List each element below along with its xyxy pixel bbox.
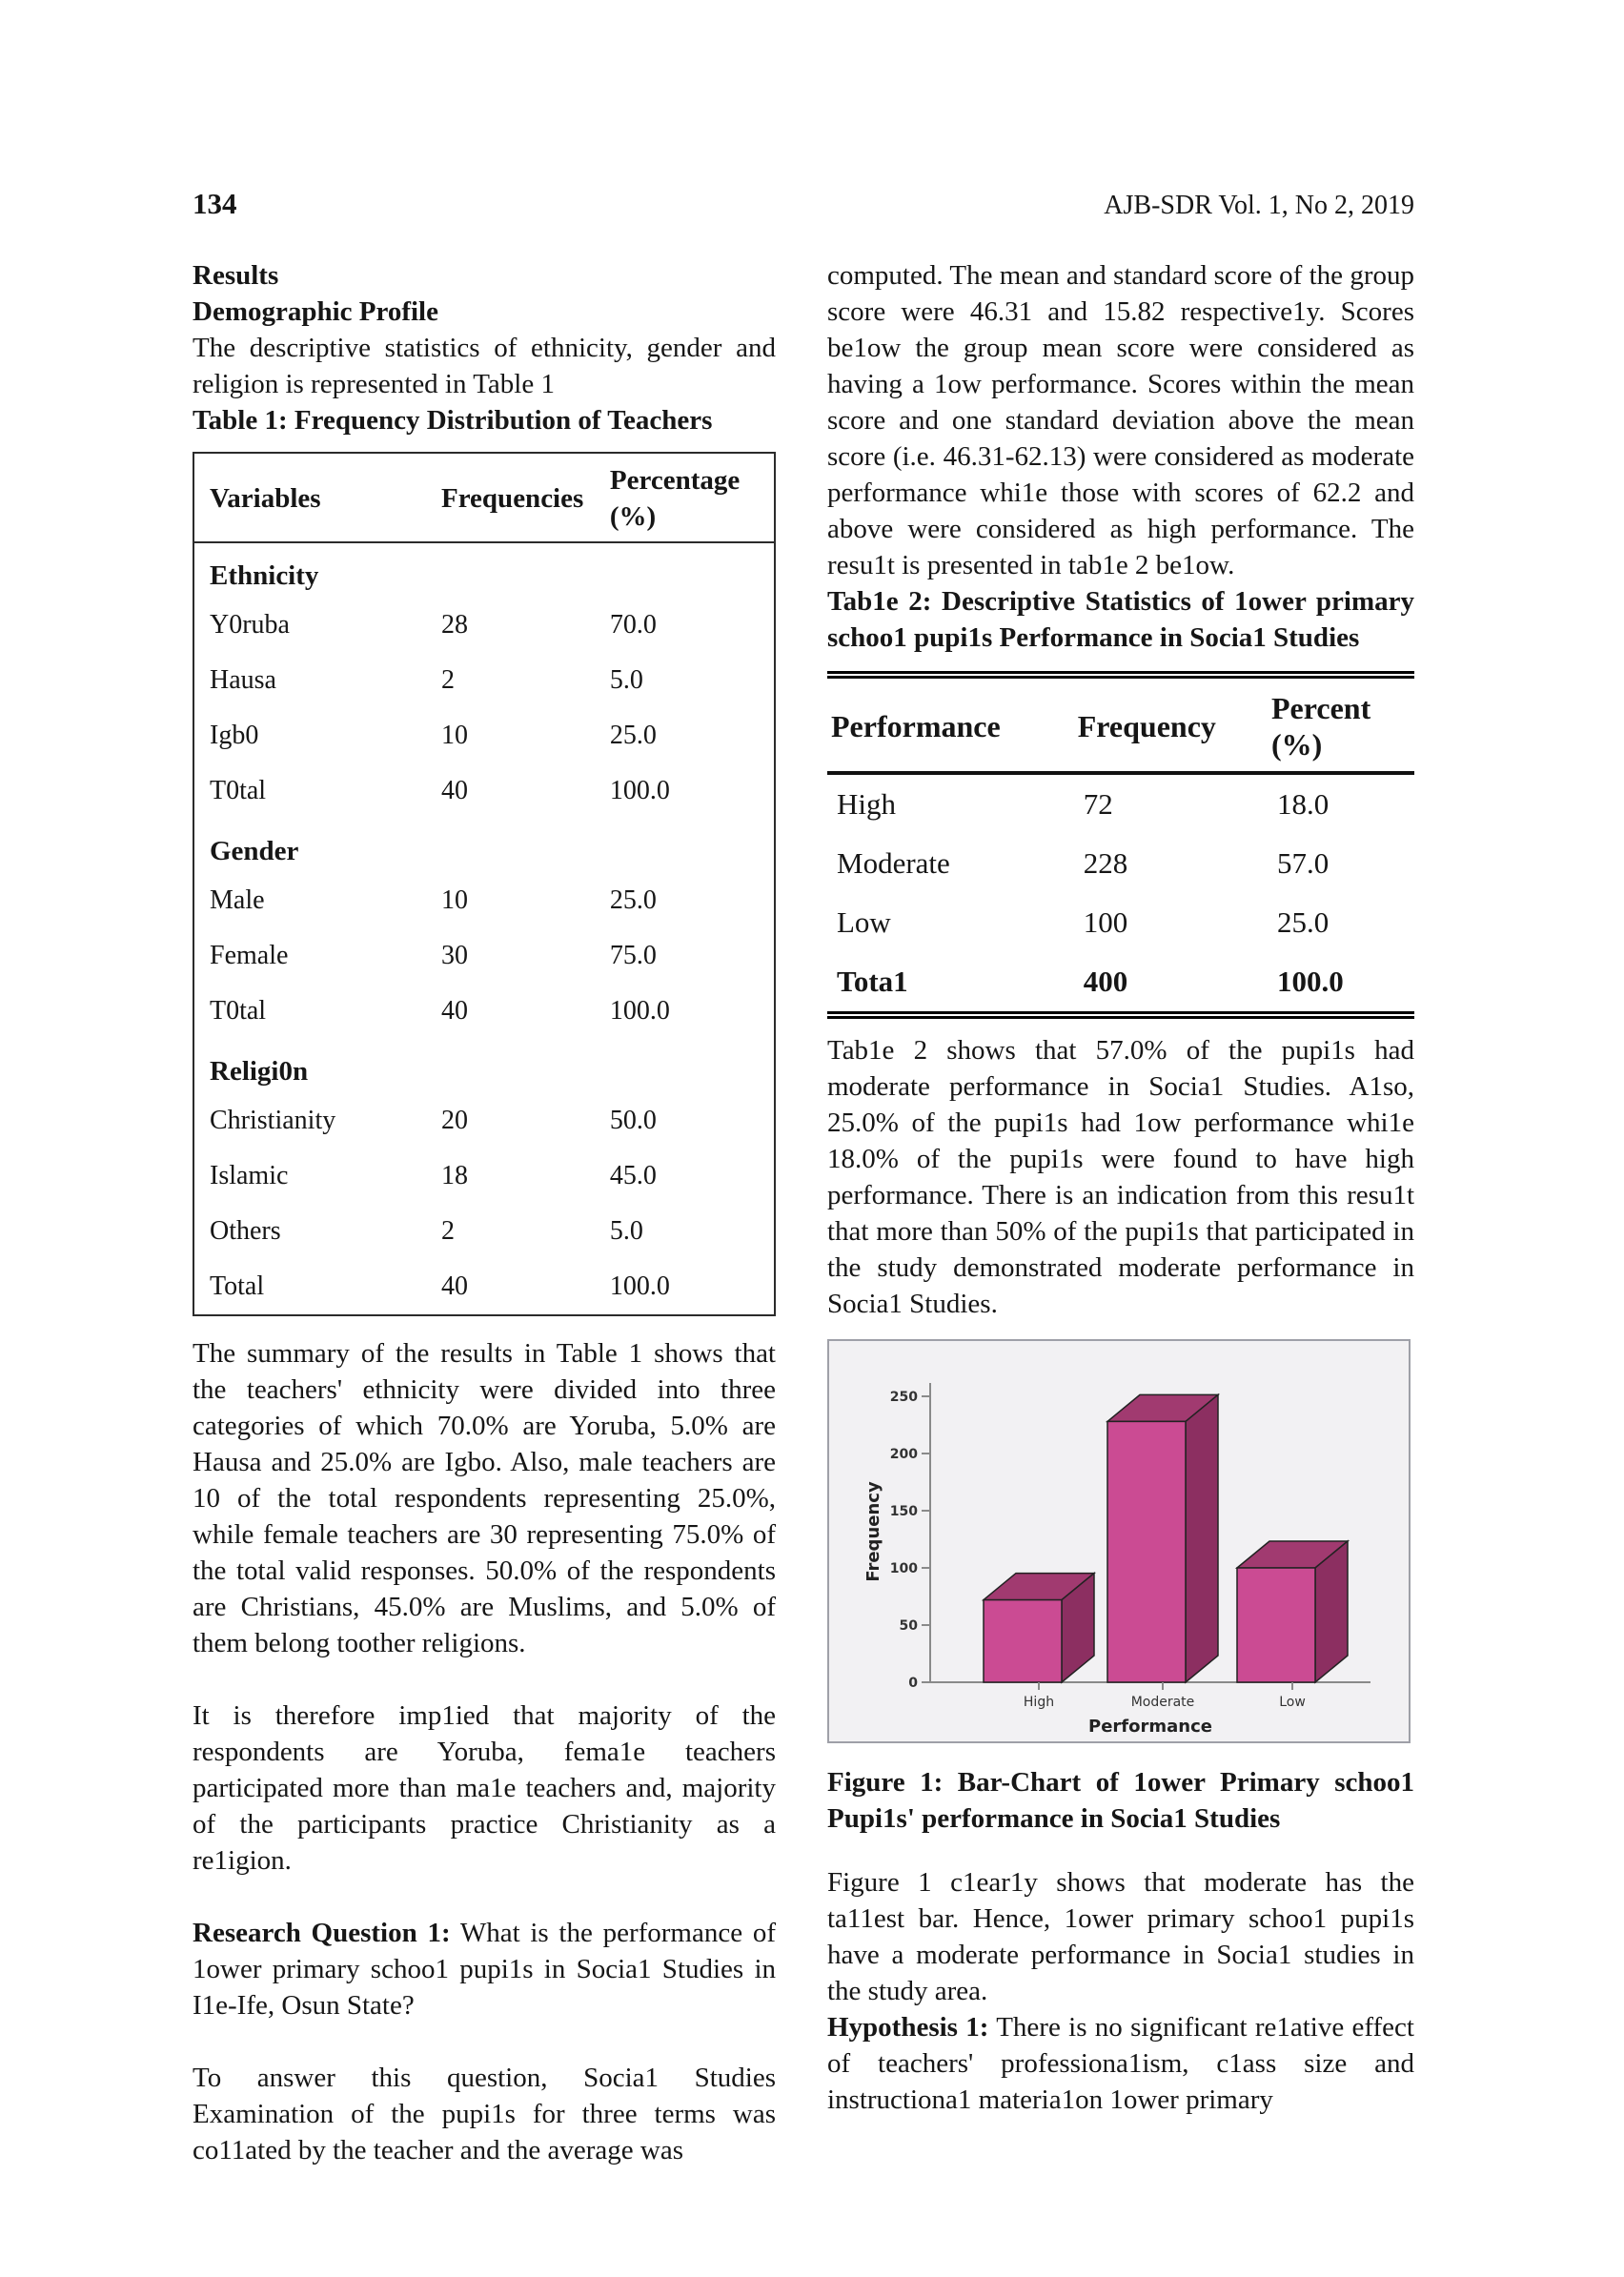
- table1-cell: T0tal: [210, 776, 267, 805]
- y-tick-label: 200: [889, 1447, 918, 1462]
- page-number: 134: [193, 187, 237, 220]
- research-question-lead: Research Question 1:: [193, 1918, 451, 1948]
- table1-cell: 10: [441, 885, 468, 915]
- y-tick-label: 50: [899, 1618, 918, 1634]
- research-question-text: What is the performance of 1ower primary schoo1 pupi1s in Socia1 Studies in I1e-Ife, Osun State?: [193, 1918, 776, 2021]
- table1-header-variables: Variables: [193, 453, 426, 542]
- table1-data-row: [193, 653, 775, 708]
- table2-cell: 18.0: [1276, 787, 1330, 821]
- table1-section-name: Ethnicity: [210, 560, 319, 591]
- table1-cell: 45.0: [609, 1161, 657, 1190]
- table1-cell: 100.0: [609, 776, 670, 805]
- table2-cell: 25.0: [1276, 905, 1330, 939]
- y-tick-label: 150: [889, 1504, 918, 1519]
- table2-header-percent: Percent (%): [1268, 675, 1414, 773]
- table1-cell: 25.0: [609, 721, 657, 750]
- table1-cell: 18: [441, 1161, 468, 1190]
- figure1-caption: Figure 1: Bar-Chart of 1ower Primary schoo1 Pupi1s' performance in Socia1 Studies: [827, 1767, 1414, 1834]
- x-tick-label: Moderate: [1130, 1695, 1195, 1710]
- table1-data-row: [193, 1259, 775, 1315]
- table1-cell: Christianity: [210, 1106, 336, 1135]
- right-column: [827, 257, 1414, 2118]
- table1-cell: 75.0: [609, 941, 657, 970]
- table1-data-row: [193, 1149, 775, 1204]
- research-question-paragraph: [193, 1915, 776, 2023]
- page-header: [193, 187, 1414, 221]
- table2-cell: 57.0: [1276, 846, 1330, 880]
- table2-body: [827, 773, 1414, 1015]
- table1-body: [193, 542, 775, 1315]
- table2-cell: Tota1: [837, 965, 908, 998]
- table2-header-row: [827, 675, 1414, 773]
- table1-cell: Hausa: [210, 665, 276, 695]
- table1-cell: 100.0: [609, 1271, 670, 1301]
- table2-descriptive-statistics: [827, 671, 1414, 1019]
- table1-data-row: [193, 1204, 775, 1259]
- table1-cell: 40: [441, 776, 468, 805]
- table2-cell: 72: [1083, 787, 1113, 821]
- table1-cell: 40: [441, 1271, 468, 1301]
- demographic-profile-heading: Demographic Profile: [193, 296, 438, 327]
- table1-cell: T0tal: [210, 996, 267, 1026]
- table2-data-row: [827, 834, 1414, 893]
- summary-paragraph: The summary of the results in Table 1 shows that the teachers' ethnicity were divided into three categories of which 70.0% are Yoruba, 5.0% are Hausa and 25.0% are Igbo. Also, male teachers are 10 of the total respondents representing 25.0%, while female teachers are 30 representing 75.0% of the total valid responses. 50.0% of the respondents are Christians, 45.0% are Muslims, and 5.0% of them belong toother religions.: [193, 1338, 776, 1658]
- answer-method-paragraph: To answer this question, Socia1 Studies Examination of the pupi1s for three terms was co11ated by the teacher and the average was: [193, 2063, 776, 2165]
- table2-cell: 100: [1083, 905, 1128, 939]
- table1-cell: 2: [441, 665, 455, 695]
- table1-cell: Male: [210, 885, 265, 915]
- table1-section-row: [193, 819, 775, 873]
- table1-data-row: [193, 708, 775, 763]
- table1-section-row: [193, 542, 775, 598]
- table2-cell: Moderate: [837, 846, 950, 880]
- table2-data-row: [827, 893, 1414, 952]
- table2-cell: 400: [1083, 965, 1128, 998]
- table1-cell: 30: [441, 941, 468, 970]
- y-axis-label: Frequency: [863, 1481, 883, 1582]
- table2-header-frequency: Frequency: [1074, 675, 1268, 773]
- table1-header-frequencies: Frequencies: [426, 453, 595, 542]
- y-tick-label: 100: [889, 1561, 918, 1576]
- y-tick-label: 0: [908, 1676, 918, 1691]
- table2-total-row: [827, 952, 1414, 1015]
- table1-cell: 28: [441, 610, 468, 640]
- table1-cell: 20: [441, 1106, 468, 1135]
- table1-header-percentage: Percentage (%): [595, 453, 775, 542]
- results-heading: Results: [193, 260, 279, 291]
- intro-paragraph: The descriptive statistics of ethnicity, gender and religion is represented in Table 1: [193, 333, 776, 399]
- table1-data-row: [193, 873, 775, 928]
- table1-cell: Y0ruba: [210, 610, 290, 640]
- table1-section-name: Gender: [210, 836, 299, 866]
- bar: [1107, 1421, 1186, 1682]
- table1-cell: Total: [210, 1271, 265, 1301]
- table1-cell: 5.0: [609, 665, 643, 695]
- table2-cell: 228: [1083, 846, 1128, 880]
- table2-header-performance: Performance: [827, 675, 1074, 773]
- bar: [1237, 1568, 1315, 1682]
- table1-cell: Igb0: [210, 721, 259, 750]
- table1-cell: Others: [210, 1216, 281, 1246]
- implication-paragraph: It is therefore imp1ied that majority of the respondents are Yoruba, fema1e teachers participated more than ma1e teachers and, majority of the participants practice Christianity as a re1igion.: [193, 1700, 776, 1876]
- table2-data-row: [827, 773, 1414, 834]
- journal-reference: AJB-SDR Vol. 1, No 2, 2019: [1104, 191, 1414, 220]
- bar-side-face: [1186, 1394, 1218, 1682]
- bar-chart-canvas: [829, 1341, 1409, 1741]
- table2-cell: High: [837, 787, 896, 821]
- left-column: [193, 257, 776, 2168]
- x-tick-label: High: [1023, 1695, 1055, 1710]
- table1-cell: 40: [441, 996, 468, 1026]
- table1-title: Table 1: Frequency Distribution of Teachers: [193, 405, 713, 436]
- figure1-bar-chart: [827, 1339, 1411, 1743]
- table2-discussion-paragraph: Tab1e 2 shows that 57.0% of the pupi1s had moderate performance in Socia1 Studies. A1so, 25.0% of the pupi1s had 1ow performance whi1e 18.0% of the pupi1s were found to have high performance. There is an indication from this resu1t that more than 50% of the pupi1s that participated in the study demonstrated moderate performance in Socia1 Studies.: [827, 1035, 1414, 1319]
- table1-cell: 10: [441, 721, 468, 750]
- table1-frequency-distribution: [193, 452, 776, 1316]
- table1-cell: 50.0: [609, 1106, 657, 1135]
- table1-data-row: [193, 763, 775, 819]
- table1-header-row: [193, 453, 775, 542]
- figure-discussion-paragraph: Figure 1 c1ear1y shows that moderate has the ta11est bar. Hence, 1ower primary schoo1 pupi1s have a moderate performance in Socia1 studies in the study area.: [827, 1867, 1414, 2006]
- table1-cell: Female: [210, 941, 289, 970]
- table2-cell: Low: [837, 905, 891, 939]
- x-axis-label: Performance: [1088, 1717, 1212, 1737]
- hypothesis-paragraph: [827, 2009, 1414, 2118]
- table1-cell: 25.0: [609, 885, 657, 915]
- bar: [984, 1600, 1062, 1682]
- table1-cell: Islamic: [210, 1161, 289, 1190]
- hypothesis-text: There is no significant re1ative effect of teachers' professiona1ism, c1ass size and instructiona1 materia1on 1ower primary: [827, 2012, 1414, 2115]
- table1-data-row: [193, 598, 775, 653]
- table1-cell: 2: [441, 1216, 455, 1246]
- x-tick-label: Low: [1279, 1695, 1306, 1710]
- table1-section-name: Religi0n: [210, 1056, 309, 1087]
- hypothesis-lead: Hypothesis 1:: [827, 2012, 989, 2043]
- table2-heading: Tab1e 2: Descriptive Statistics of 1ower primary schoo1 pupi1s Performance in Socia1 Studies: [827, 586, 1414, 653]
- table1-data-row: [193, 928, 775, 984]
- table1-cell: 5.0: [609, 1216, 643, 1246]
- table2-cell: 100.0: [1276, 965, 1344, 998]
- table1-data-row: [193, 1093, 775, 1149]
- table1-data-row: [193, 984, 775, 1039]
- computed-paragraph: computed. The mean and standard score of the group score were 46.31 and 15.82 respective1y. Scores be1ow the group mean score were considered as having a 1ow performance. Scores within the mean score and one standard deviation above the mean score (i.e. 46.31-62.13) were considered as moderate performance whi1e those with scores of 62.2 and above were considered as high performance. The resu1t is presented in tab1e 2 be1ow.: [827, 260, 1414, 580]
- table1-section-row: [193, 1039, 775, 1093]
- table1-cell: 100.0: [609, 996, 670, 1026]
- y-tick-label: 250: [889, 1390, 918, 1405]
- table1-cell: 70.0: [609, 610, 657, 640]
